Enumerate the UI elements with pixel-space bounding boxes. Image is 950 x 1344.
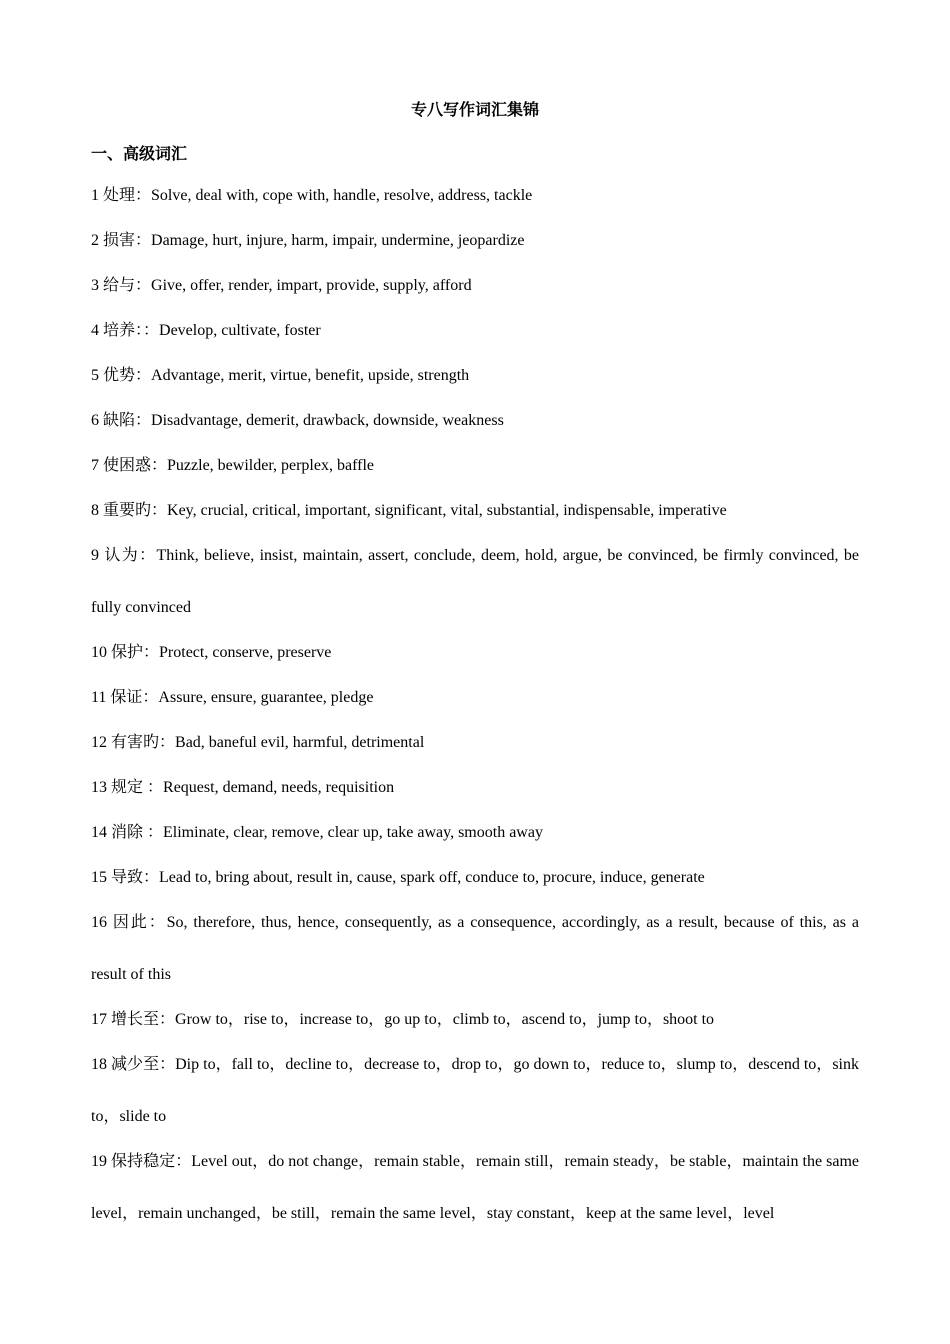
vocab-item-label: 规定 ： xyxy=(111,779,164,796)
vocab-item-words: Bad, baneful evil, harmful, detrimental xyxy=(175,734,425,751)
vocab-item-words: Give, offer, render, impart, provide, supply, afford xyxy=(151,277,472,294)
vocab-item-label: 导致： xyxy=(111,869,160,886)
vocab-item-label: 优势： xyxy=(103,367,152,384)
vocab-item xyxy=(91,897,859,1001)
vocab-item-label: 认为： xyxy=(104,547,157,564)
vocab-item-words: Key, crucial, critical, important, significant, vital, substantial, indispensable, imperative xyxy=(167,502,727,519)
vocab-item-number: 13 xyxy=(91,779,107,796)
vocab-item-label: 重要旳： xyxy=(103,502,168,519)
vocab-item-number: 12 xyxy=(91,734,107,751)
vocab-item-number: 2 xyxy=(91,232,99,249)
vocab-item-words: Protect, conserve, preserve xyxy=(159,644,332,661)
vocab-item-words: Eliminate, clear, remove, clear up, take away, smooth away xyxy=(163,824,543,841)
vocab-item xyxy=(91,530,859,634)
vocab-item-number: 8 xyxy=(91,502,99,519)
vocab-item-number: 10 xyxy=(91,644,107,661)
vocab-item-words: Develop, cultivate, foster xyxy=(159,322,321,339)
vocab-item-label: 因此： xyxy=(112,914,167,931)
vocab-item-label: 损害： xyxy=(103,232,152,249)
vocab-item-label: 减少至： xyxy=(111,1056,176,1073)
vocab-item-number: 1 xyxy=(91,187,99,204)
vocab-item-words: Level out，do not change，remain stable，remain still，remain steady，be stable，maintain the same level，remain unchanged，be still，remain the same level，stay constant，keep at the same level，level xyxy=(91,1153,859,1222)
vocab-item xyxy=(91,1136,859,1240)
vocab-item-label: 保持稳定： xyxy=(111,1153,192,1170)
vocab-item-label: 增长至： xyxy=(111,1011,176,1028)
vocab-item-words: Think, believe, insist, maintain, assert, conclude, deem, hold, argue, be convinced, be firmly convinced, be fully convinced xyxy=(91,547,860,616)
document-title: 专八写作词汇集锦 xyxy=(410,102,539,119)
vocab-item-number: 18 xyxy=(91,1056,107,1073)
vocab-item-words: So, therefore, thus, hence, consequently, as a consequence, accordingly, as a result, because of this, as a result of this xyxy=(91,914,860,983)
vocab-item xyxy=(91,1039,859,1143)
vocab-item-number: 4 xyxy=(91,322,99,339)
vocab-item-number: 16 xyxy=(91,914,107,931)
vocab-item-words: Dip to，fall to，decline to，decrease to，drop to，go down to，reduce to，slump to，descend to，sink to，slide to xyxy=(91,1056,859,1125)
vocab-item-words: Damage, hurt, injure, harm, impair, undermine, jeopardize xyxy=(151,232,525,249)
vocab-item-number: 15 xyxy=(91,869,107,886)
vocab-item-words: Grow to，rise to，increase to，go up to，climb to，ascend to，jump to，shoot to xyxy=(175,1011,715,1028)
section-heading: 一、高级词汇 xyxy=(91,146,188,163)
vocab-item-words: Request, demand, needs, requisition xyxy=(163,779,395,796)
vocab-item-number: 5 xyxy=(91,367,99,384)
vocab-item-words: Lead to, bring about, result in, cause, spark off, conduce to, procure, induce, generate xyxy=(159,869,705,886)
vocab-item-number: 19 xyxy=(91,1153,107,1170)
vocab-item-words: Disadvantage, demerit, drawback, downside, weakness xyxy=(151,412,504,429)
vocab-item-number: 6 xyxy=(91,412,99,429)
vocab-item-words: Puzzle, bewilder, perplex, baffle xyxy=(167,457,374,474)
vocab-item-number: 11 xyxy=(91,689,107,706)
vocab-item-label: 培养：： xyxy=(103,322,160,339)
vocab-item-label: 消除 ： xyxy=(111,824,164,841)
vocab-item-number: 7 xyxy=(91,457,99,474)
vocab-item-label: 保证： xyxy=(110,689,159,706)
vocab-item-words: Solve, deal with, cope with, handle, resolve, address, tackle xyxy=(151,187,533,204)
vocab-item-number: 9 xyxy=(91,547,99,564)
vocab-item-words: Assure, ensure, guarantee, pledge xyxy=(158,689,374,706)
vocab-item-number: 14 xyxy=(91,824,107,841)
vocab-item-label: 给与： xyxy=(103,277,152,294)
vocab-item-number: 3 xyxy=(91,277,99,294)
vocab-item-label: 使困惑： xyxy=(103,457,168,474)
vocab-item-label: 处理： xyxy=(103,187,152,204)
vocabulary-list xyxy=(91,185,859,1240)
vocab-item-label: 缺陷： xyxy=(103,412,152,429)
vocab-item-label: 有害旳： xyxy=(111,734,176,751)
vocab-item-words: Advantage, merit, virtue, benefit, upside, strength xyxy=(151,367,470,384)
vocab-item-label: 保护： xyxy=(111,644,160,661)
vocab-item-number: 17 xyxy=(91,1011,107,1028)
